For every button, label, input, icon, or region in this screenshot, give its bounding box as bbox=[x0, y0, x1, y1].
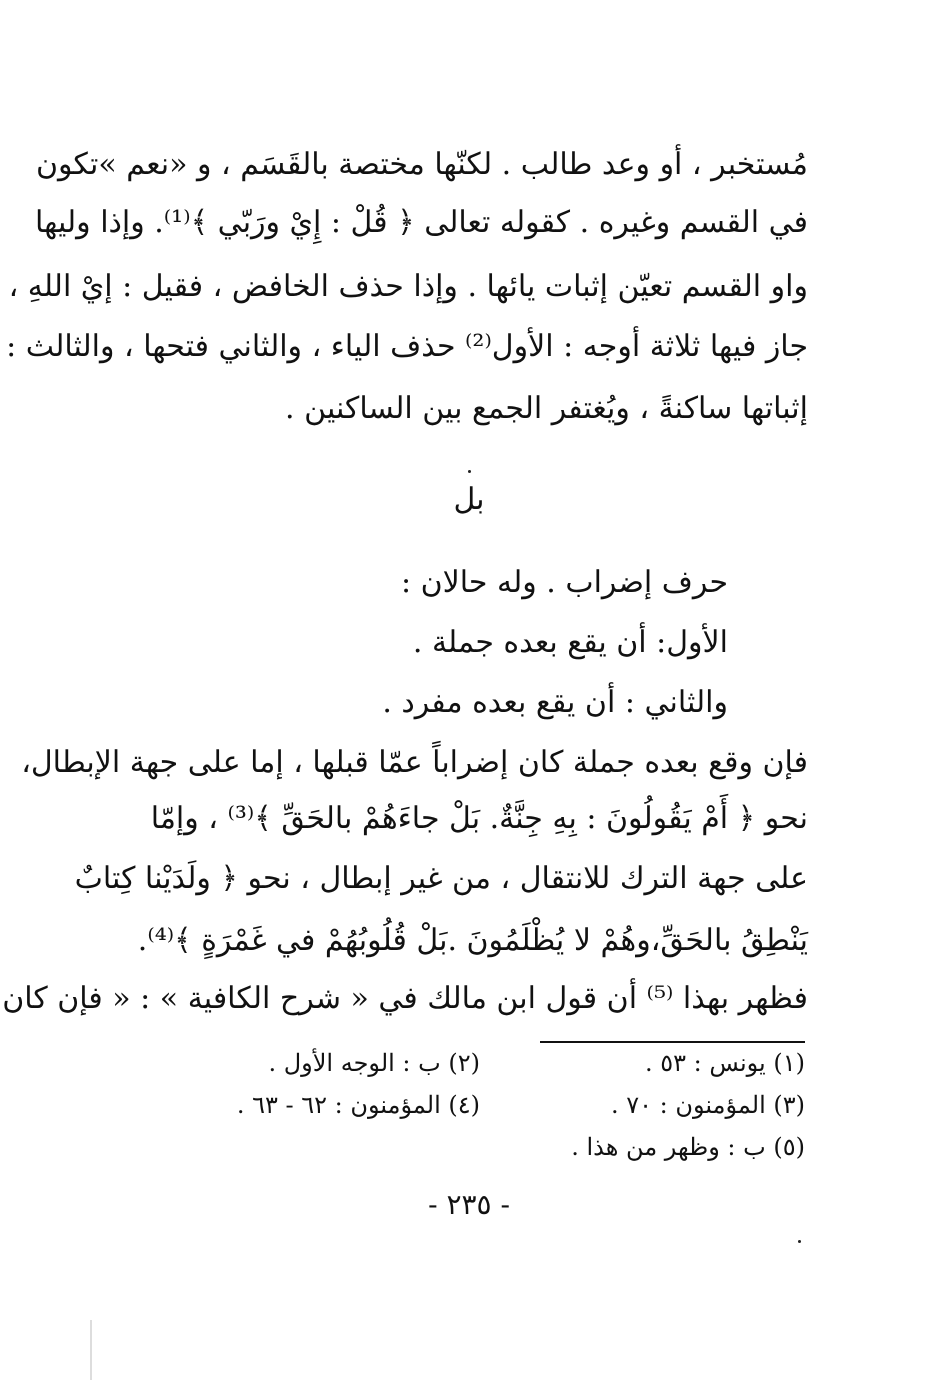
text-line: واو القسم تعيّن إثبات يائها . وإذا حذف الخافض ، فقيل : إيْ اللهِ ، bbox=[8, 269, 808, 304]
scan-margin-mark bbox=[90, 1320, 92, 1380]
scan-speck bbox=[468, 470, 471, 473]
footnote-separator bbox=[540, 1041, 805, 1043]
text-line: جاز فيها ثلاثة أوجه : الأول⁽²⁾ حذف الياء ، والثاني فتحها ، والثالث : bbox=[6, 329, 808, 364]
footnote-5: (٥) ب : وظهر من هذا . bbox=[571, 1133, 805, 1161]
text-line: والثاني : أن يقع بعده مفرد . bbox=[382, 685, 728, 720]
footnote-3: (٣) المؤمنون : ٧٠ . bbox=[610, 1091, 805, 1119]
text-line: مُستخبر ، أو وعد طالب . لكنّها مختصة بالقَسَم ، و «نعم »تكون bbox=[35, 147, 808, 182]
text-line: حرف إضراب . وله حالان : bbox=[401, 565, 728, 600]
text-line: نحو ﴿ أَمْ يَقُولُونَ : بِهِ جِنَّةٌ. بَلْ جاءَهُمْ بالحَقِّ ﴾⁽³⁾ ، وإمّا bbox=[150, 801, 808, 836]
section-heading: بل bbox=[453, 482, 485, 517]
footnote-1: (١) يونس : ٥٣ . bbox=[644, 1049, 805, 1077]
scan-speck bbox=[798, 1240, 801, 1243]
text-line: إثباتها ساكنةً ، ويُغتفر الجمع بين الساكنين . bbox=[285, 391, 808, 426]
footnote-4: (٤) المؤمنون : ٦٢ - ٦٣ . bbox=[236, 1091, 480, 1119]
text-line: الأول: أن يقع بعده جملة . bbox=[412, 625, 728, 660]
text-line: على جهة الترك للانتقال ، من غير إبطال ، نحو ﴿ ولَدَيْنا كِتابٌ bbox=[74, 861, 808, 896]
page-number: - ٢٣٥ - bbox=[428, 1188, 510, 1221]
text-line: فظهر بهذا ⁽⁵⁾ أن قول ابن مالك في « شرح الكافية » : « فإن كان bbox=[2, 981, 808, 1016]
text-line: في القسم وغيره . كقوله تعالى ﴿ قُلْ : إِيْ ورَبّي ﴾⁽¹⁾. وإذا وليها bbox=[35, 205, 808, 240]
text-line: يَنْطِقُ بالحَقِّ،وهُمْ لا يُظْلَمُونَ .بَلْ قُلُوبُهُمْ في غَمْرَةٍ ﴾⁽⁴⁾. bbox=[137, 923, 808, 958]
footnote-2: (٢) ب : الوجه الأول . bbox=[268, 1049, 480, 1077]
text-line: فإن وقع بعده جملة كان إضراباً عمّا قبلها ، إما على جهة الإبطال، bbox=[21, 745, 808, 780]
